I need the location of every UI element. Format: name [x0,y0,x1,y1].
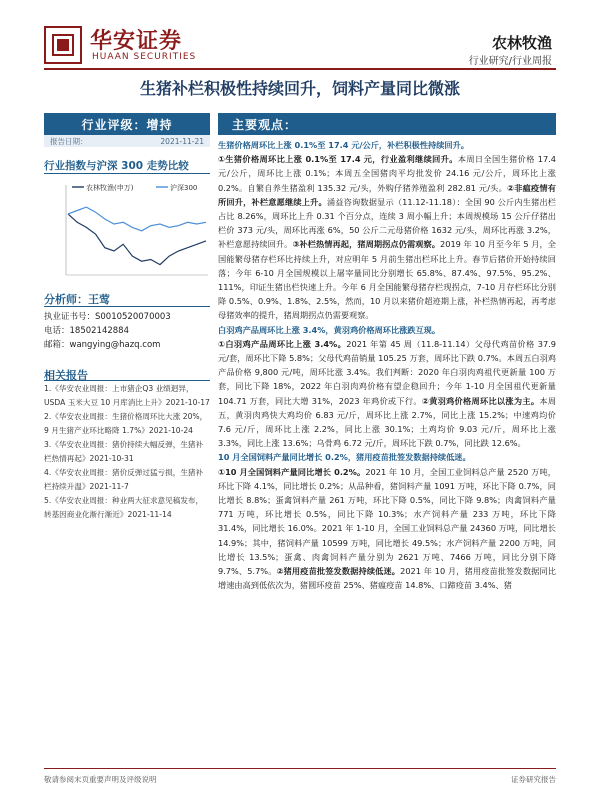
report-date: 2021-11-21 [160,136,204,146]
list-item[interactable]: 3.《华安农业周报：猪价持续大幅反弹，生猪补栏热情再起》2021-10-31 [44,440,204,463]
list-item[interactable]: 1.《华安农业周报：上市猪企Q3 业绩迥异，USDA 玉米大豆 10 月库消比上升》2021-10-17 [44,384,210,407]
sector-name: 农林牧渔 [491,34,552,52]
list-item[interactable]: 4.《华安农业周报：猪价反弹过猛亏损，生猪补栏持续升温》2021-11-7 [44,468,204,491]
analyst-cert: 执业证书号：S0010520070003 [44,312,171,322]
report-date-label: 报告日期： [50,136,88,146]
list-item[interactable]: 2.《华安农业周报：生猪价格周环比大涨 20%，9 月生猪产业环比略降 1.7%》2021-10-24 [44,412,208,435]
related-list [44,382,210,522]
main-points-heading: 主要观点： [218,113,556,135]
main-points-body [218,138,556,593]
logo-mark [44,26,82,64]
section-heading-pig: 生猪价格周环比上涨 0.1%至 17.4 元/公斤，补栏积极性持续回升。 [218,140,469,150]
related-rule [44,380,210,381]
analyst-phone: 电话：18502142884 [44,326,129,336]
related-heading: 相关报告 [44,369,88,382]
footer-disclaimer: 敬请参阅末页重要声明及评级说明 [44,775,157,784]
logo-english: HUAAN SECURITIES [92,52,197,62]
section-heading-chicken: 白羽鸡产品周环比上涨 3.4%，黄羽鸡价格周环比涨跌互现。 [218,324,441,335]
page-title: 生猪补栏积极性持续回升，饲料产量同比微涨 [139,79,460,98]
list-item[interactable]: 5.《华安农业周报：种业两大征求意见稿发布，转基因商业化渐行渐近》2021-11-14 [44,496,204,519]
report-date-bar [44,135,210,147]
logo-text: 华安证券 [90,28,183,54]
footer-label: 证券研究报告 [511,775,556,784]
footer-divider [44,768,556,769]
index-chart-svg [44,177,210,282]
analyst-heading: 分析师：王莺 [44,293,110,306]
series-line-1 [68,214,206,265]
index-chart-heading: 行业指数与沪深 300 走势比较 [44,160,189,172]
section-heading-feed: 10 月全国饲料产量同比增长 0.2%，猪用疫苗批签发数据持续低迷。 [218,452,471,463]
index-chart-rule [44,173,210,174]
analyst-email: 邮箱：wangying@hazq.com [44,340,161,350]
industry-rating: 行业评级：增持 [44,113,210,135]
paragraph-chicken: ①白羽鸡产品周环比上涨 3.4%。2021 年第 45 周（11.8-11.14）父母代鸡苗价格 37.9 元/套，周环比下降 5.8%；父母代鸡苗销量 105.25 万套，周环比下跌 0.7%。本周五白羽鸡产品价格 9,800 元/吨，周环比涨 3.4%。我们判断：2020 年白羽肉鸡祖代更新量 100 万套，同比下降 18%，2022 年白羽肉鸡价格有望企稳回升；今年 1-10 月全国祖代更新量 104.71 万套，同比大增 31%，2023 年鸡价或下行。②黄羽鸡价格周环比以涨为主。本周五，黄羽肉鸡快大鸡均价 6.83 元/斤，周环比上涨 2.7%，同比上涨 15.2%；中速鸡均价 7.6 元/斤，周环比上涨 2.2%，同比上涨 30.1%；土鸡均价 9.03 元/斤，周环比上涨 3.3%，同比上涨 13.6%；乌骨鸡 6.72 元/斤，周环比下跌 0.7%，同比跌 12.6%。 [218,338,556,449]
index-chart [44,177,210,282]
header-divider [44,68,556,70]
paragraph-feed: ①10 月全国饲料产量同比增长 0.2%。2021 年 10 月，全国工业饲料总产量 2520 万吨，环比下降 4.1%，同比增长 0.2%；从品种看，猪饲料产量 1091 万吨，环比下降 0.7%，同比增长 8.8%；蛋禽饲料产量 261 万吨，环比下降 0.5%，同比下降 9.8%；肉禽饲料产量 771 万吨，环比增长 0.5%，同比下降 10.3%；水产饲料产量 233 万吨，环比下降 31.4%，同比增长 16.0%。2021 年 1-10 月，全国工业饲料总产量 24360 万吨，同比增长 14.9%；其中，猪饲料产量 10599 万吨，同比增长 49.5%；水产饲料产量 2200 万吨，同比增长 13.5%；蛋禽、肉禽饲料产量分别为 2621 万吨、7466 万吨，同比分别下降 9.7%、5.7%。②猪用疫苗批签发数据持续低迷。2021 年 10 月，猪用疫苗批签发数据同比增速由高到低依次为，猪圆环疫苗 25%、猪瘟疫苗 14.8%、口蹄疫苗 3.4%、猪 [218,466,556,591]
report-type: 行业研究/行业周报 [468,56,552,67]
legend-a: 农林牧渔(申万) [86,184,134,192]
series-line-2 [68,207,206,231]
paragraph-pig: ①生猪价格周环比上涨 0.1%至 17.4 元，行业盈利继续回升。本周日全国生猪价格 17.4 元/公斤，周环比上涨 0.1%；本周五全国猪肉平均批发价 24.16 元/公斤，周环比上涨 0.2%。自繁自养生猪盈利 135.32 元/头，外购仔猪养殖盈利 282.81 元/头。②非瘟疫情有所回升，补栏意愿继续上升。涌益咨询数据显示（11.12-11.18）：全国 90 公斤内生猪出栏占比 8.26%，周环比上升 0.31 个百分点，连续 3 周小幅上升；本周规模场 15 公斤仔猪出栏价 373 元/头，周环比再涨 6%，50 公斤二元母猪价格 1632 元/头，周环比再涨 3.2%，补栏意愿持续回升。③补栏热情再起，猪周期拐点仍需观察。2019 年 10 月至今年 5 月，全国能繁母猪存栏环比持续上升，对应明年 5 月前生猪出栏环比上升。春节后猪价开始持续回落；今年 6-10 月全国规模以上屠宰量同比分别增长 65.8%、87.4%、97.5%、95.2%、111%，印证生猪出栏快速上升。今年 6 月全国能繁母猪存栏现拐点，7-10 月存栏环比分别降 0.5%、0.9%、1.8%、2.5%，然而，10 月以来猪价超迹期上涨，补栏热情再起，再考虑母猪效率的提升，猪周期拐点仍需要观察。 [218,154,556,321]
legend-b: 沪深300 [170,184,198,192]
analyst-rule [44,306,210,307]
